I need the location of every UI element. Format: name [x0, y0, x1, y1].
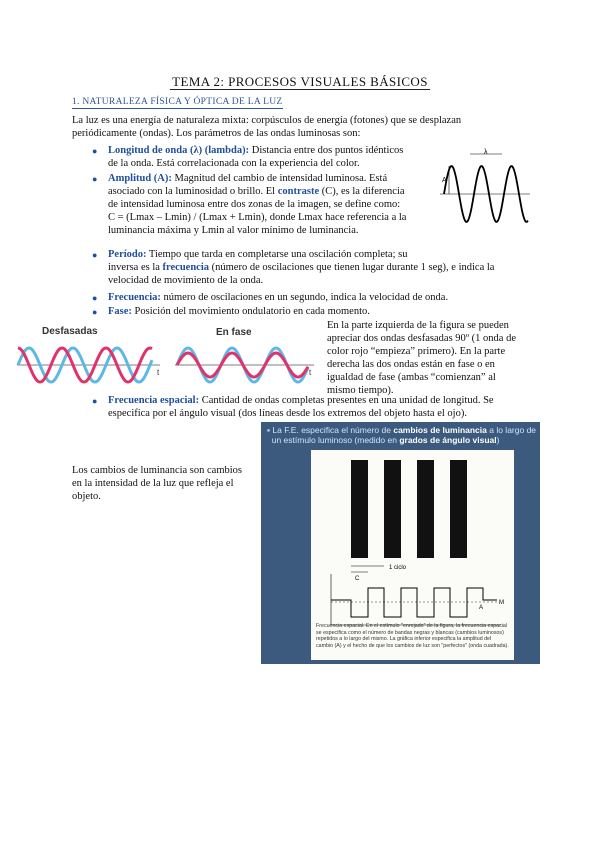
- amplitude-label: A: [442, 177, 447, 184]
- bullet-dot: ●: [92, 307, 98, 317]
- grating-bar: [450, 460, 467, 558]
- page-title: TEMA 2: PROCESOS VISUALES BÁSICOS: [172, 74, 428, 89]
- slide-header: ▪ La F.E. especifica el número de cambios de luminancia a lo largo de un estímulo luminoso (medido en grados de ángulo visual): [267, 425, 537, 445]
- t-label-left: t: [157, 368, 160, 377]
- luminance-paragraph: Los cambios de luminancia son cambios en la intensidad de la luz que refleja el objeto.: [72, 465, 243, 502]
- slide-caption: Frecuencia espacial. En el estímulo "enrejado" de la figura, la frecuencia espacial se especifica como el número de bandas negras y blancas (cambios luminosos) repetidos a lo largo del mismo. La gráfica inferior especifica la amplitud del cambio (A) y el hecho de que los cambios de luz son "perfectos" (onda cuadrada).: [316, 623, 509, 649]
- wave-amplitude-figure: [440, 148, 530, 240]
- grating-bar: [351, 460, 368, 558]
- bullet-dot: ●: [92, 250, 98, 260]
- bullet-dot: ●: [92, 396, 98, 406]
- bullet-dot: ●: [92, 174, 98, 184]
- intro-paragraph: La luz es una energía de naturaleza mixta: corpúsculos de energía (fotones) que se desplazan periódicamente (ondas). Los parámetros de las ondas luminosas son:: [72, 115, 462, 139]
- section-heading: 1. NATURALEZA FÍSICA Y ÓPTICA DE LA LUZ: [72, 97, 283, 107]
- t-label-right: t: [309, 368, 312, 377]
- square-wave: [331, 588, 497, 617]
- phase-explanation: En la parte izquierda de la figura se pueden apreciar dos ondas desfasadas 90º (1 onda de color rojo “empieza” primero). En la parte derecha las dos ondas están en fase o en igualdad de fase (ambas “comienzan” al mismo tiempo).: [327, 320, 516, 396]
- desfasadas-label: Desfasadas: [42, 326, 98, 337]
- bullet-spatial-frequency: Frecuencia espacial: Cantidad de ondas completas presentes en una unidad de longitud. Se especifica por el ángulo visual (dos líneas desde los extremos del objeto hasta el ojo).: [108, 395, 494, 419]
- bullet-amplitude: Amplitud (A): Magnitud del cambio de intensidad luminosa. Está asociado con la luminosidad o brillo. El contraste (C), es la diferencia de intensidad luminosa entre dos zonas de la imagen, se define como: C = (Lmax – Lmin) / (Lmax + Lmin), donde Lmax hace referencia a la luminancia máxima y Lmin al valor mínimo de luminancia.: [108, 173, 407, 236]
- grating-bar: [417, 460, 434, 558]
- bullet-frequency: Frecuencia: número de oscilaciones en un segundo, indica la velocidad de onda.: [108, 292, 449, 303]
- c-label: C: [355, 576, 360, 582]
- bullet-dot: ●: [92, 293, 98, 303]
- a-label: A: [479, 605, 484, 611]
- grating-bar: [384, 460, 401, 558]
- lambda-label: λ: [484, 149, 488, 156]
- bullet-dot: ●: [92, 146, 98, 156]
- bullet-phase: Fase: Posición del movimiento ondulatorio en cada momento.: [108, 306, 370, 317]
- grating-figure: [311, 450, 514, 650]
- bullet-wavelength: Longitud de onda (λ) (lambda): Distancia entre dos puntos idénticos de la onda. Está correlacionada con la experiencia del color.: [108, 145, 404, 169]
- m-label: M: [499, 600, 504, 606]
- en-fase-label: En fase: [216, 327, 252, 338]
- slide-bullet-icon: ▪: [267, 425, 273, 435]
- grating-panel: [311, 450, 514, 660]
- cycle-label: 1 ciclo: [389, 565, 407, 571]
- phase-waves-figure: [12, 318, 320, 390]
- bullet-period: Período: Tiempo que tarda en completarse una oscilación completa; su inversa es la frecuencia (número de oscilaciones que tienen lugar durante 1 seg), e indica la velocidad de movimiento de la onda.: [108, 249, 495, 286]
- spatial-frequency-slide: [261, 422, 540, 664]
